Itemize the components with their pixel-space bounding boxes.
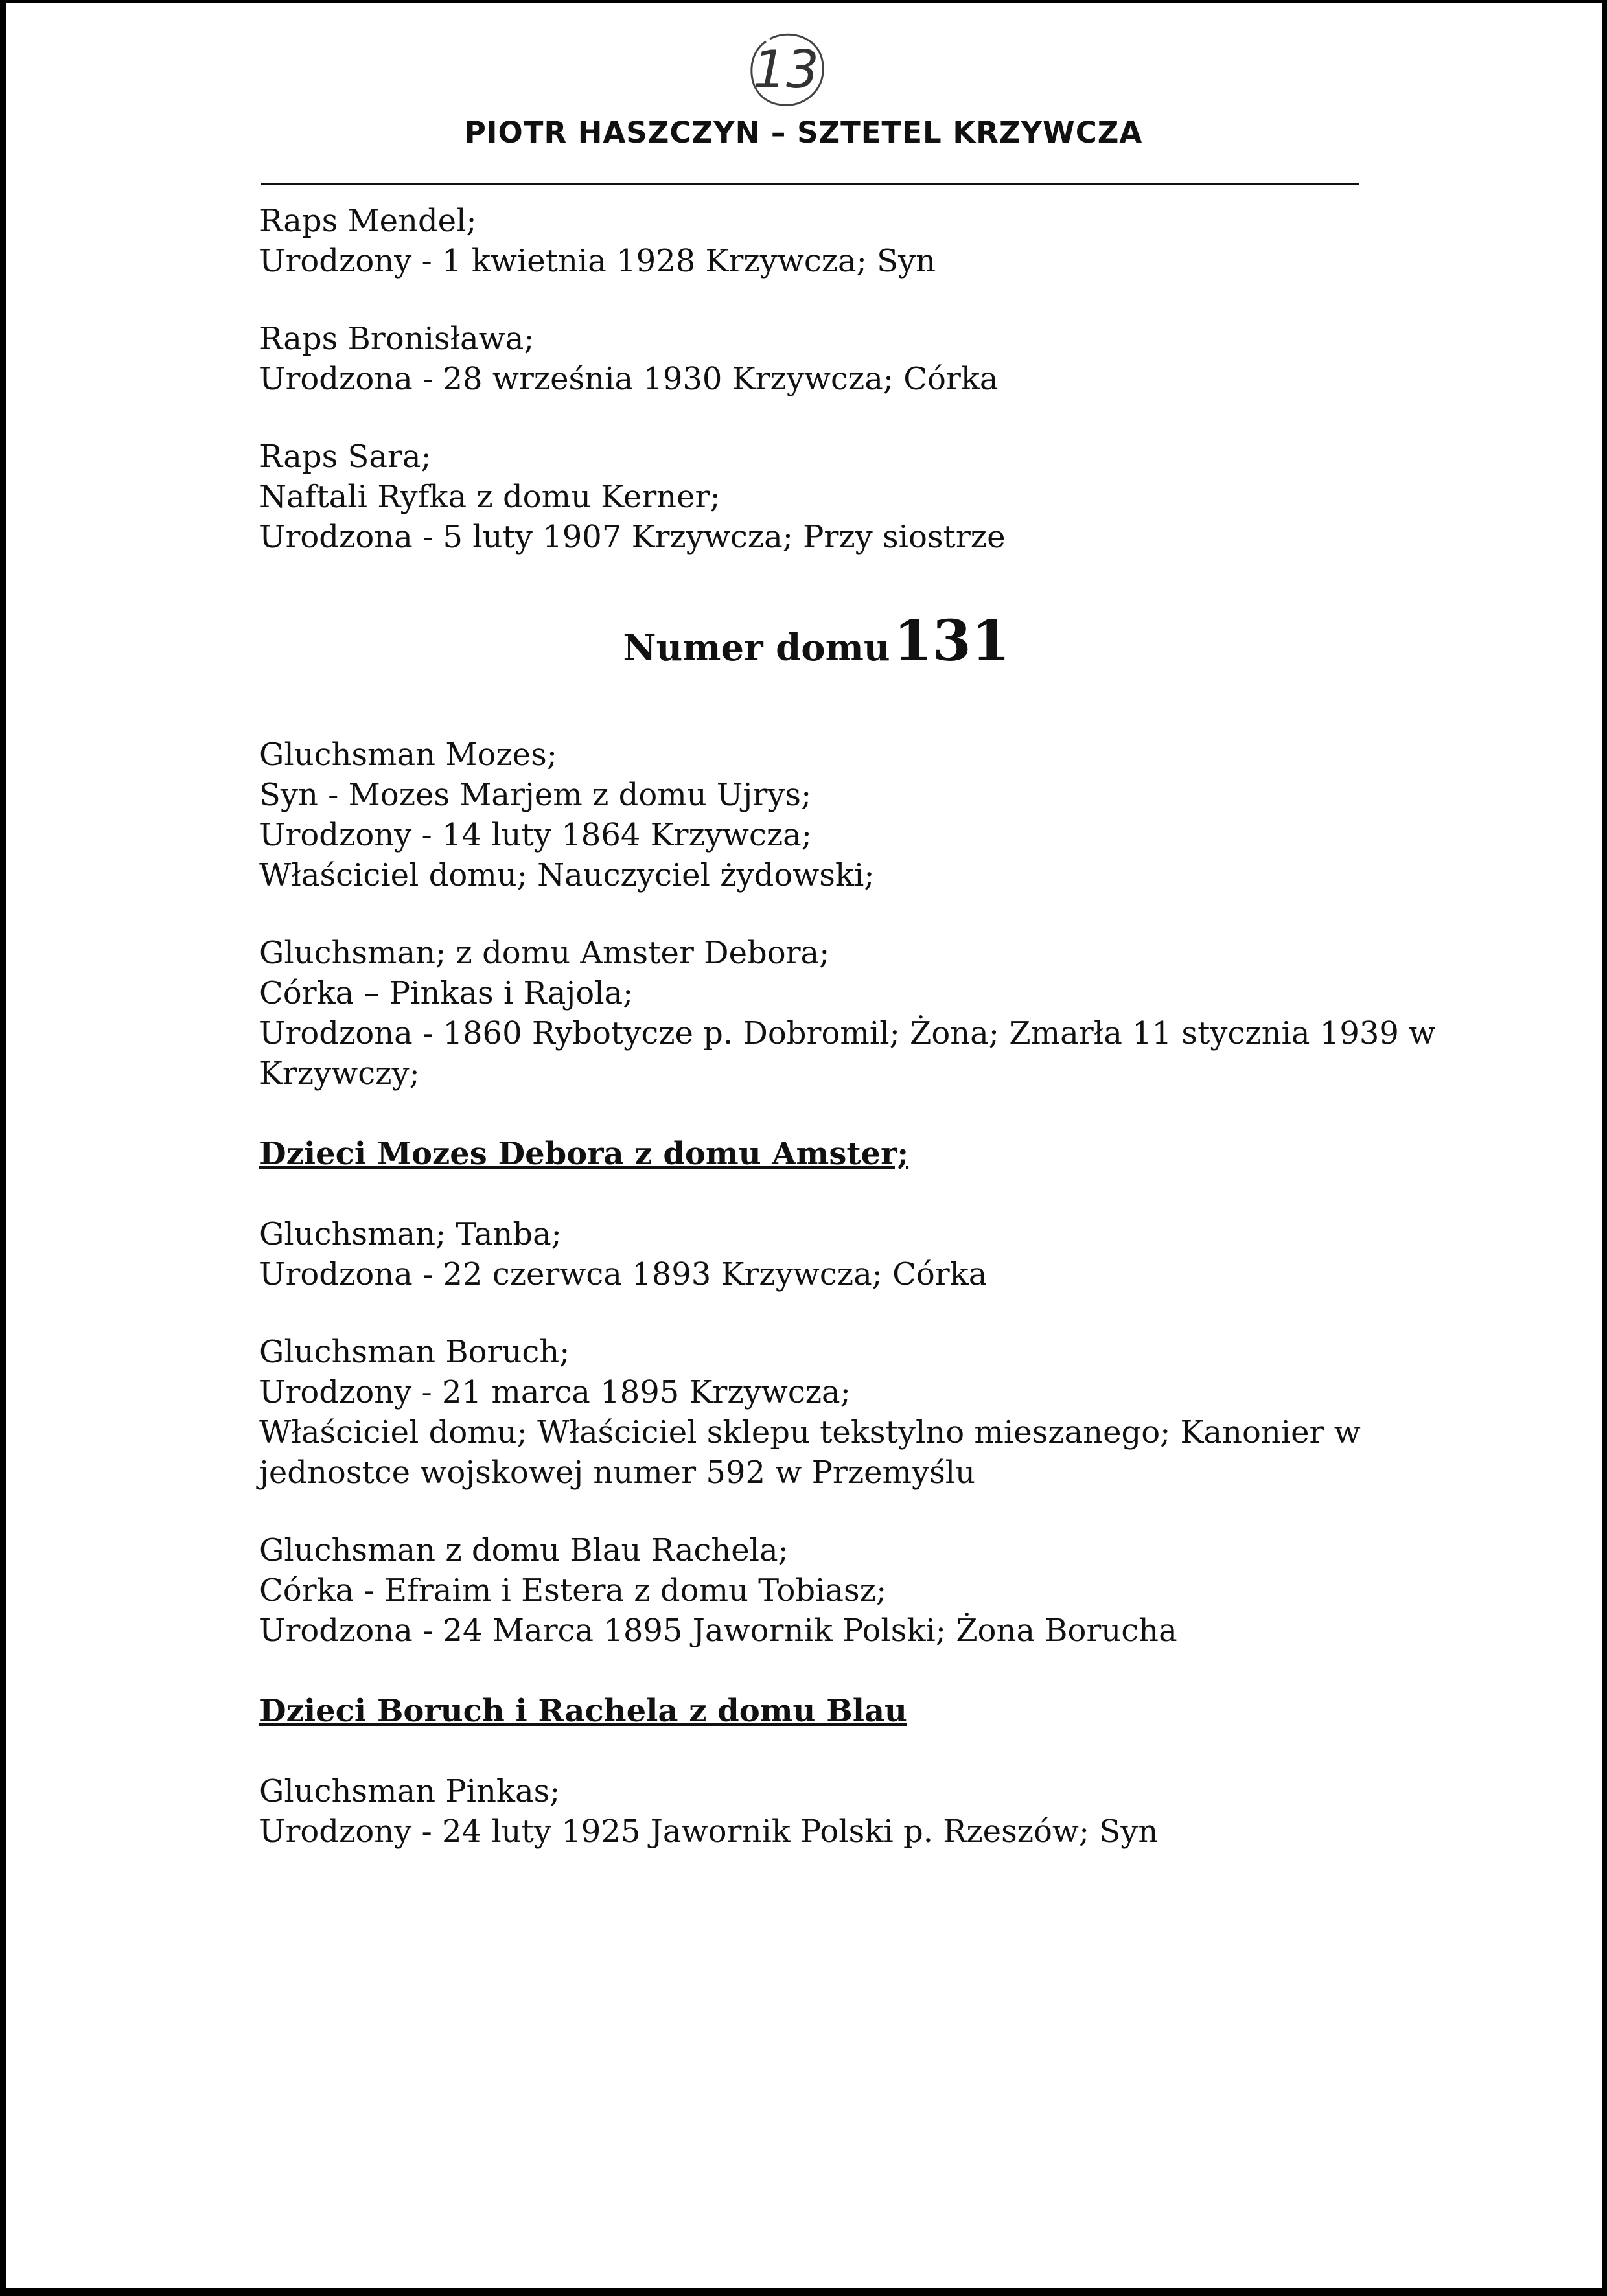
record-line: Krzywczy; — [259, 1055, 420, 1092]
record-line: Gluchsman z domu Blau Rachela; — [259, 1532, 789, 1568]
record-entry — [259, 437, 1374, 557]
record-entry — [259, 1771, 1374, 1852]
scan-border-top — [0, 0, 1607, 3]
entry-gap — [259, 281, 1374, 319]
record-line: jednostce wojskowej numer 592 w Przemyślu — [259, 1454, 976, 1491]
record-entry — [259, 933, 1436, 1094]
record-entry — [259, 1332, 1374, 1493]
house-number-label: Numer domu — [623, 626, 890, 669]
record-line: Urodzona - 1860 Rybotycze p. Dobromil; Żona; Zmarła 11 stycznia 1939 w — [259, 1015, 1436, 1051]
house-number-value: 131 — [894, 608, 1010, 674]
record-line: Gluchsman; z domu Amster Debora; — [259, 935, 830, 971]
record-line: Urodzony - 24 luty 1925 Jawornik Polski p. Rzeszów; Syn — [259, 1813, 1159, 1850]
section-gap — [259, 1651, 1374, 1691]
section-heading: Dzieci Boruch i Rachela z domu Blau — [259, 1693, 907, 1729]
record-line: Naftali Ryfka z domu Kerner; — [259, 479, 721, 515]
record-line: Córka – Pinkas i Rajola; — [259, 975, 634, 1011]
section-heading: Dzieci Mozes Debora z domu Amster; — [259, 1136, 909, 1172]
record-entry — [259, 735, 1374, 895]
record-line: Właściciel domu; Właściciel sklepu tekstylno mieszanego; Kanonier w — [259, 1414, 1361, 1451]
scan-border-left — [0, 0, 6, 2296]
record-line: Raps Sara; — [259, 439, 432, 475]
record-line: Urodzony - 14 luty 1864 Krzywcza; — [259, 817, 812, 853]
header-rule — [261, 183, 1359, 185]
section-gap — [259, 1094, 1374, 1134]
house-number-heading — [259, 609, 1374, 689]
record-line: Córka - Efraim i Estera z domu Tobiasz; — [259, 1572, 887, 1609]
record-line: Syn - Mozes Marjem z domu Ujrys; — [259, 777, 812, 813]
record-line: Urodzony - 1 kwietnia 1928 Krzywcza; Syn — [259, 243, 936, 279]
entry-gap — [259, 1731, 1374, 1771]
record-line: Gluchsman; Tanba; — [259, 1216, 562, 1252]
record-entry — [259, 201, 1374, 281]
record-line: Raps Bronisława; — [259, 321, 535, 357]
record-line: Właściciel domu; Nauczyciel żydowski; — [259, 857, 875, 893]
record-entry — [259, 1214, 1374, 1294]
entry-gap — [259, 399, 1374, 437]
record-line: Gluchsman Pinkas; — [259, 1773, 561, 1809]
entry-gap — [259, 1294, 1374, 1332]
record-line: Urodzona - 5 luty 1907 Krzywcza; Przy siostrze — [259, 519, 1006, 555]
entry-gap — [259, 1493, 1374, 1530]
record-line: Urodzona - 28 września 1930 Krzywcza; Córka — [259, 361, 999, 397]
record-entry — [259, 1530, 1374, 1651]
record-line: Gluchsman Boruch; — [259, 1334, 570, 1370]
entry-gap — [259, 895, 1374, 933]
page-number-text: 13 — [753, 39, 819, 100]
record-line: Raps Mendel; — [259, 203, 477, 239]
scan-border-right — [1602, 0, 1607, 2296]
running-header: PIOTR HASZCZYN – SZTETEL KRZYWCZA — [464, 115, 1143, 150]
record-line: Urodzona - 24 Marca 1895 Jawornik Polski; Żona Borucha — [259, 1613, 1177, 1649]
scan-border-bottom — [0, 2288, 1607, 2296]
record-entry — [259, 319, 1374, 399]
page-number-stamp — [744, 27, 828, 111]
record-line: Urodzony - 21 marca 1895 Krzywcza; — [259, 1374, 851, 1410]
document-body — [259, 201, 1436, 1852]
record-line: Gluchsman Mozes; — [259, 737, 557, 773]
entry-gap — [259, 1174, 1374, 1214]
record-line: Urodzona - 22 czerwca 1893 Krzywcza; Córka — [259, 1256, 988, 1292]
